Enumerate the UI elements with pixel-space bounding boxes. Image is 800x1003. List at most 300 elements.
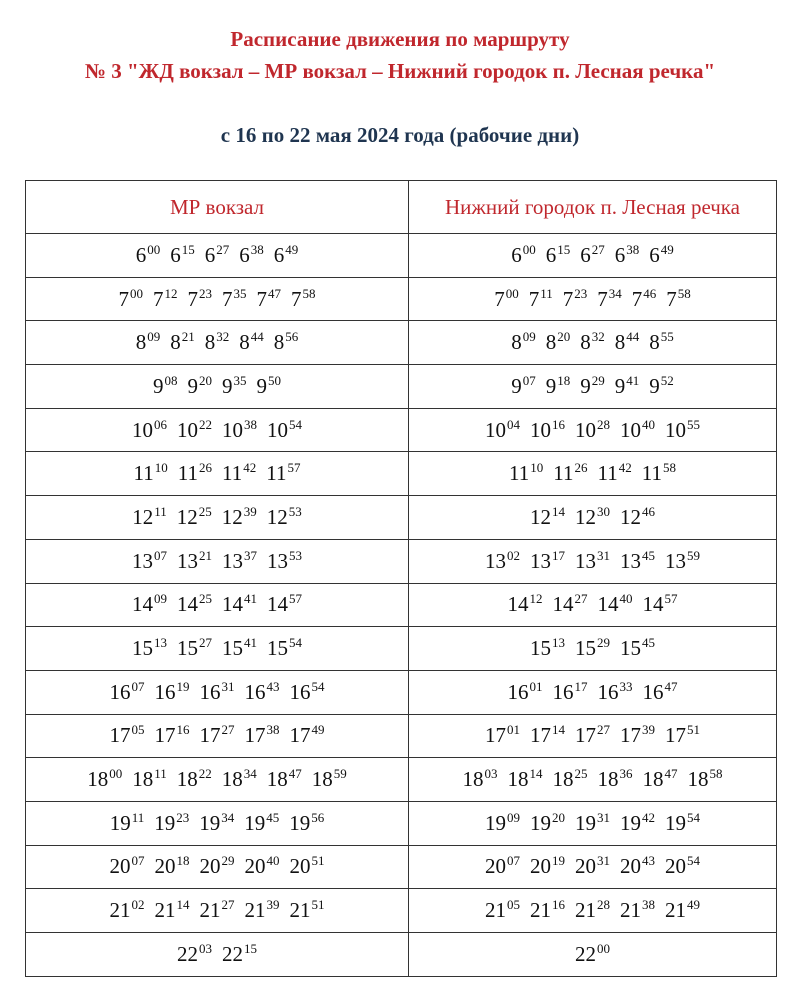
- departure-minutes: 54: [687, 809, 700, 825]
- departure-minutes: 25: [574, 766, 588, 782]
- departure-hour: 12: [575, 504, 596, 529]
- departure-minutes: 43: [642, 853, 655, 869]
- departure-minutes: 44: [250, 329, 264, 345]
- departure-hour: 7: [256, 286, 267, 311]
- departure-time: [222, 942, 257, 967]
- departure-time: [575, 723, 610, 748]
- departure-minutes: 46: [643, 285, 657, 301]
- departure-hour: 22: [575, 941, 596, 966]
- departure-minutes: 50: [268, 372, 281, 388]
- departure-hour: 20: [244, 854, 266, 879]
- departure-minutes: 20: [199, 372, 212, 388]
- departure-minutes: 42: [243, 460, 257, 476]
- departure-hour: 9: [187, 373, 198, 398]
- departure-hour: 11: [641, 461, 662, 486]
- departure-minutes: 55: [687, 416, 700, 432]
- departure-minutes: 53: [288, 503, 302, 519]
- departure-minutes: 47: [664, 678, 678, 694]
- departure-time: [312, 767, 347, 792]
- departure-hour: 17: [109, 723, 131, 748]
- departure-minutes: 09: [507, 809, 520, 825]
- departure-hour: 16: [199, 679, 221, 704]
- departure-time: [530, 811, 565, 836]
- departure-hour: 16: [109, 679, 131, 704]
- departure-time: [598, 767, 633, 792]
- departure-hour: 11: [553, 461, 574, 486]
- departure-minutes: 32: [216, 329, 230, 345]
- departure-time: [222, 418, 257, 443]
- departure-hour: 9: [511, 373, 522, 398]
- departure-time: [598, 461, 632, 486]
- departure-minutes: 02: [131, 897, 145, 913]
- departure-minutes: 28: [597, 897, 610, 913]
- departures-nizhny-gorodok: [409, 408, 777, 452]
- departure-minutes: 26: [199, 460, 212, 476]
- departure-time: [289, 811, 324, 836]
- departure-hour: 13: [665, 548, 686, 573]
- departure-hour: 19: [199, 810, 221, 835]
- departure-time: [511, 243, 536, 268]
- departure-minutes: 27: [574, 591, 588, 607]
- departure-hour: 11: [597, 461, 618, 486]
- departure-hour: 12: [221, 504, 243, 529]
- departure-hour: 10: [620, 417, 641, 442]
- departure-hour: 15: [530, 636, 551, 661]
- departure-minutes: 44: [626, 329, 640, 345]
- departure-minutes: 40: [619, 591, 633, 607]
- departure-time: [620, 898, 655, 923]
- departure-hour: 7: [291, 286, 302, 311]
- departure-hour: 13: [177, 548, 198, 573]
- departure-hour: 15: [132, 636, 153, 661]
- departure-time: [666, 287, 691, 312]
- departures-nizhny-gorodok: [409, 714, 777, 758]
- departure-minutes: 23: [199, 285, 212, 301]
- departure-minutes: 11: [154, 503, 167, 519]
- departure-time: [575, 942, 610, 967]
- departure-time: [274, 330, 299, 355]
- departure-minutes: 25: [199, 591, 212, 607]
- departure-hour: 19: [109, 810, 131, 835]
- departure-minutes: 40: [642, 416, 655, 432]
- departure-minutes: 02: [507, 547, 520, 563]
- departure-hour: 16: [154, 679, 176, 704]
- departure-time: [530, 723, 565, 748]
- departure-hour: 6: [649, 242, 660, 267]
- departure-minutes: 27: [221, 722, 235, 738]
- table-row: [26, 758, 777, 802]
- departure-time: [199, 811, 234, 836]
- departure-hour: 17: [620, 723, 641, 748]
- table-row: [26, 670, 777, 714]
- departure-hour: 14: [177, 592, 198, 617]
- departure-minutes: 51: [311, 897, 325, 913]
- departure-minutes: 07: [507, 853, 520, 869]
- departure-minutes: 42: [618, 460, 632, 476]
- departure-hour: 10: [132, 417, 153, 442]
- departure-hour: 21: [199, 898, 221, 923]
- departure-time: [575, 636, 610, 661]
- departure-time: [508, 767, 543, 792]
- departure-minutes: 21: [181, 329, 195, 345]
- departure-minutes: 15: [181, 241, 195, 257]
- departure-minutes: 40: [266, 853, 280, 869]
- departure-minutes: 16: [552, 897, 565, 913]
- departure-time: [620, 418, 655, 443]
- departure-time: [575, 898, 610, 923]
- departure-time: [200, 723, 235, 748]
- departure-minutes: 11: [540, 285, 553, 301]
- departure-minutes: 19: [176, 678, 190, 694]
- departure-minutes: 46: [642, 503, 655, 519]
- departure-time: [665, 723, 700, 748]
- departure-time: [553, 767, 588, 792]
- departure-time: [553, 680, 588, 705]
- departure-hour: 16: [289, 679, 311, 704]
- departure-hour: 19: [244, 810, 266, 835]
- departure-minutes: 27: [597, 722, 610, 738]
- departure-time: [170, 243, 195, 268]
- departure-hour: 13: [132, 548, 153, 573]
- departure-minutes: 59: [333, 766, 347, 782]
- table-row: [26, 365, 777, 409]
- departure-time: [642, 461, 676, 486]
- departure-hour: 22: [222, 941, 243, 966]
- departure-time: [620, 636, 655, 661]
- departure-minutes: 49: [687, 897, 700, 913]
- departure-hour: 9: [614, 373, 626, 398]
- departure-time: [267, 592, 302, 617]
- departure-hour: 20: [575, 854, 596, 879]
- departure-hour: 11: [509, 461, 530, 486]
- table-row: [26, 234, 777, 278]
- departure-minutes: 39: [243, 503, 257, 519]
- departure-hour: 20: [154, 854, 176, 879]
- departure-minutes: 07: [154, 547, 167, 563]
- departure-time: [530, 636, 565, 661]
- departure-minutes: 21: [199, 547, 212, 563]
- departure-time: [615, 330, 640, 355]
- departure-hour: 15: [177, 636, 198, 661]
- departure-time: [177, 636, 212, 661]
- departure-time: [580, 243, 605, 268]
- departure-time: [257, 287, 282, 312]
- departure-hour: 6: [204, 242, 216, 267]
- departure-time: [245, 680, 280, 705]
- departure-minutes: 57: [664, 591, 678, 607]
- departure-hour: 18: [642, 767, 664, 792]
- departure-time: [688, 767, 723, 792]
- column-header-mr-vokzal: МР вокзал: [26, 181, 409, 234]
- departure-time: [155, 680, 190, 705]
- departure-minutes: 10: [154, 460, 168, 476]
- departure-minutes: 05: [507, 897, 520, 913]
- departure-minutes: 00: [147, 241, 161, 257]
- departures-nizhny-gorodok: [409, 845, 777, 889]
- departure-minutes: 41: [626, 372, 640, 388]
- departure-hour: 7: [666, 286, 677, 311]
- departure-minutes: 49: [285, 241, 299, 257]
- departure-hour: 9: [153, 373, 164, 398]
- departure-time: [267, 418, 302, 443]
- departures-mr-vokzal: [26, 496, 409, 540]
- departure-time: [597, 287, 622, 312]
- departure-hour: 13: [485, 548, 506, 573]
- departure-hour: 6: [511, 242, 522, 267]
- departure-hour: 18: [132, 767, 154, 792]
- departure-minutes: 54: [289, 416, 302, 432]
- departure-hour: 17: [530, 723, 551, 748]
- departure-hour: 6: [545, 242, 557, 267]
- departure-time: [485, 723, 520, 748]
- departure-hour: 7: [597, 286, 608, 311]
- departures-nizhny-gorodok: [409, 234, 777, 278]
- departure-hour: 20: [665, 854, 686, 879]
- departure-hour: 14: [507, 592, 529, 617]
- departure-hour: 20: [199, 854, 221, 879]
- departure-time: [632, 287, 657, 312]
- departure-minutes: 47: [268, 285, 281, 301]
- departures-nizhny-gorodok: [409, 627, 777, 671]
- departure-hour: 12: [620, 504, 641, 529]
- departure-hour: 6: [135, 242, 147, 267]
- departure-time: [575, 505, 610, 530]
- departure-minutes: 18: [176, 853, 190, 869]
- departure-minutes: 15: [244, 940, 257, 956]
- departure-minutes: 29: [597, 635, 610, 651]
- departure-time: [257, 374, 282, 399]
- departure-time: [485, 898, 520, 923]
- departure-time: [200, 898, 235, 923]
- departure-minutes: 34: [608, 285, 622, 301]
- departures-mr-vokzal: [26, 845, 409, 889]
- departure-time: [643, 680, 678, 705]
- departure-hour: 7: [631, 286, 643, 311]
- departure-time: [153, 287, 178, 312]
- departure-time: [267, 505, 302, 530]
- departure-time: [177, 549, 212, 574]
- departure-minutes: 00: [597, 940, 610, 956]
- departures-mr-vokzal: [26, 933, 409, 977]
- departure-minutes: 31: [221, 678, 235, 694]
- departure-time: [170, 330, 195, 355]
- departure-time: [620, 723, 655, 748]
- departure-hour: 9: [222, 373, 233, 398]
- departures-nizhny-gorodok: [409, 933, 777, 977]
- departure-hour: 6: [273, 242, 285, 267]
- departure-time: [485, 811, 520, 836]
- departure-hour: 6: [614, 242, 626, 267]
- departure-time: [110, 898, 145, 923]
- departure-time: [530, 898, 565, 923]
- departure-time: [508, 592, 543, 617]
- table-row: [26, 539, 777, 583]
- departure-time: [615, 374, 640, 399]
- departure-hour: 11: [177, 461, 198, 486]
- departure-hour: 11: [133, 461, 154, 486]
- departure-minutes: 37: [244, 547, 257, 563]
- departure-time: [132, 592, 167, 617]
- departure-minutes: 13: [552, 635, 565, 651]
- departure-time: [620, 854, 655, 879]
- departure-time: [291, 287, 316, 312]
- departure-hour: 20: [530, 854, 551, 879]
- departure-time: [177, 505, 212, 530]
- departure-time: [580, 374, 605, 399]
- departure-minutes: 07: [522, 372, 536, 388]
- departure-time: [580, 330, 605, 355]
- departure-time: [563, 287, 588, 312]
- departure-time: [136, 330, 161, 355]
- departure-hour: 15: [575, 636, 596, 661]
- departure-minutes: 28: [597, 416, 610, 432]
- departure-time: [267, 767, 302, 792]
- departures-mr-vokzal: [26, 321, 409, 365]
- departures-nizhny-gorodok: [409, 801, 777, 845]
- departure-hour: 10: [177, 417, 198, 442]
- departure-minutes: 12: [529, 591, 543, 607]
- departure-hour: 6: [580, 242, 591, 267]
- departure-minutes: 14: [552, 722, 565, 738]
- departure-minutes: 16: [552, 416, 565, 432]
- departure-minutes: 10: [530, 460, 544, 476]
- departure-time: [649, 374, 674, 399]
- departure-time: [155, 723, 190, 748]
- departure-hour: 17: [244, 723, 266, 748]
- departure-time: [153, 374, 178, 399]
- departure-time: [529, 287, 553, 312]
- departure-time: [649, 330, 674, 355]
- departure-minutes: 07: [131, 678, 145, 694]
- departure-time: [266, 461, 300, 486]
- departures-nizhny-gorodok: [409, 670, 777, 714]
- departure-time: [546, 330, 571, 355]
- departure-hour: 19: [485, 810, 506, 835]
- departure-hour: 18: [176, 767, 198, 792]
- departure-hour: 21: [620, 898, 641, 923]
- departure-minutes: 17: [552, 547, 565, 563]
- departure-hour: 9: [256, 373, 267, 398]
- departure-minutes: 00: [505, 285, 519, 301]
- departure-time: [132, 505, 167, 530]
- departure-minutes: 03: [199, 940, 212, 956]
- departure-hour: 18: [266, 767, 288, 792]
- departure-time: [494, 287, 519, 312]
- departure-minutes: 54: [289, 635, 302, 651]
- departure-minutes: 31: [597, 809, 610, 825]
- departure-minutes: 22: [199, 416, 212, 432]
- departure-minutes: 12: [164, 285, 178, 301]
- departure-minutes: 43: [266, 678, 280, 694]
- departure-minutes: 38: [626, 241, 640, 257]
- departure-hour: 8: [239, 330, 250, 355]
- departures-nizhny-gorodok: [409, 365, 777, 409]
- departure-minutes: 23: [176, 809, 190, 825]
- departure-minutes: 34: [243, 766, 257, 782]
- departure-time: [649, 243, 674, 268]
- departure-time: [155, 898, 190, 923]
- column-header-nizhny-gorodok: Нижний городок п. Лесная речка: [409, 181, 777, 234]
- departures-mr-vokzal: [26, 889, 409, 933]
- departure-hour: 17: [665, 723, 686, 748]
- departure-minutes: 07: [131, 853, 145, 869]
- departure-minutes: 51: [311, 853, 325, 869]
- departures-mr-vokzal: [26, 583, 409, 627]
- departure-time: [239, 243, 264, 268]
- table-row: [26, 845, 777, 889]
- departure-minutes: 14: [529, 766, 543, 782]
- departure-minutes: 54: [311, 678, 325, 694]
- departures-mr-vokzal: [26, 365, 409, 409]
- departure-hour: 20: [620, 854, 641, 879]
- departure-hour: 11: [266, 461, 287, 486]
- departure-hour: 15: [222, 636, 243, 661]
- departure-hour: 20: [485, 854, 506, 879]
- departure-time: [553, 461, 587, 486]
- departure-hour: 16: [244, 679, 266, 704]
- departure-minutes: 47: [664, 766, 678, 782]
- departure-hour: 12: [176, 504, 198, 529]
- departure-time: [665, 418, 700, 443]
- departure-time: [620, 811, 655, 836]
- departure-hour: 11: [222, 461, 243, 486]
- departure-time: [620, 505, 655, 530]
- table-row: [26, 933, 777, 977]
- departure-hour: 8: [204, 330, 216, 355]
- departure-hour: 20: [109, 854, 131, 879]
- table-row: [26, 801, 777, 845]
- departure-minutes: 00: [109, 766, 123, 782]
- departure-time: [205, 330, 230, 355]
- table-row: [26, 277, 777, 321]
- departure-hour: 6: [239, 242, 250, 267]
- departures-nizhny-gorodok: [409, 583, 777, 627]
- departure-time: [119, 287, 144, 312]
- departures-nizhny-gorodok: [409, 539, 777, 583]
- departure-time: [463, 767, 498, 792]
- departure-hour: 13: [620, 548, 641, 573]
- departures-nizhny-gorodok: [409, 758, 777, 802]
- departure-time: [136, 243, 161, 268]
- departure-minutes: 34: [221, 809, 235, 825]
- departure-time: [222, 287, 247, 312]
- departure-minutes: 13: [154, 635, 167, 651]
- departure-minutes: 26: [574, 460, 588, 476]
- departures-mr-vokzal: [26, 452, 409, 496]
- table-row: [26, 321, 777, 365]
- departure-minutes: 36: [619, 766, 633, 782]
- departure-minutes: 49: [311, 722, 325, 738]
- departure-hour: 18: [552, 767, 574, 792]
- departure-hour: 13: [575, 548, 596, 573]
- departure-time: [267, 549, 302, 574]
- departure-hour: 7: [222, 286, 233, 311]
- table-row: [26, 583, 777, 627]
- departure-minutes: 45: [266, 809, 280, 825]
- departure-hour: 10: [530, 417, 551, 442]
- departure-hour: 20: [289, 854, 311, 879]
- departure-hour: 19: [289, 810, 311, 835]
- departure-minutes: 41: [244, 591, 257, 607]
- departure-time: [546, 374, 571, 399]
- departure-minutes: 38: [642, 897, 655, 913]
- departure-hour: 18: [507, 767, 529, 792]
- departure-minutes: 52: [660, 372, 674, 388]
- departure-time: [132, 418, 167, 443]
- departures-nizhny-gorodok: [409, 321, 777, 365]
- departure-time: [553, 592, 588, 617]
- departure-time: [511, 374, 536, 399]
